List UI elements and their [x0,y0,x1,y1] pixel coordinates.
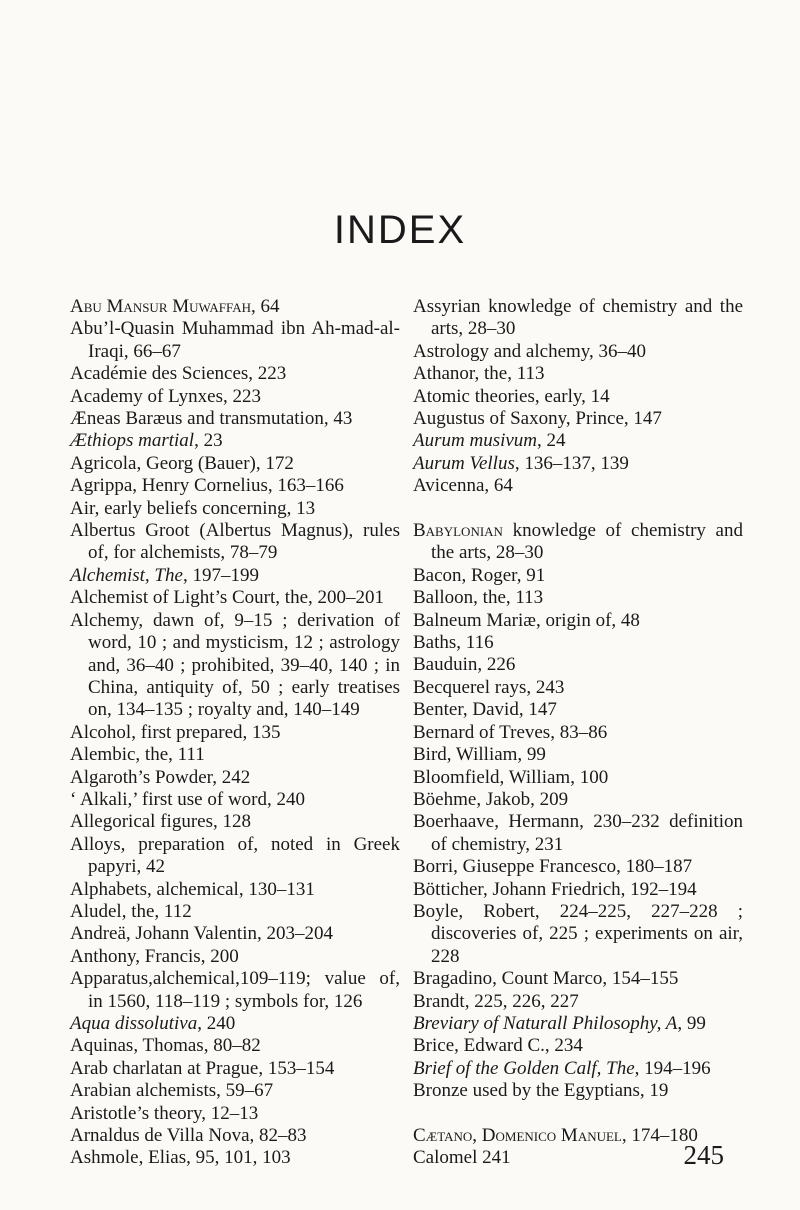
index-entry-text: , 240 [197,1013,236,1034]
index-entry [413,991,743,1013]
index-entry [70,744,400,766]
index-entry-text: Boerhaave, Hermann, 230–232 definition of chemistry, 231 [413,811,743,855]
index-entry [413,879,743,901]
index-entry-text: 64 [255,296,280,317]
index-entry-text: , 194–196 [634,1057,711,1079]
index-entry-text: ‘ Alkali,’ first use of word, 240 [70,788,305,810]
index-entry [70,1035,400,1057]
index-entry-text: knowledge of chemistry and the arts, 28–30 [431,520,743,564]
index-entry-text: Assyrian knowledge of chemistry and the arts, 28–30 [413,296,743,340]
index-entry-text: , 24 [537,430,566,452]
index-entry-title: Æthiops martial [70,430,195,452]
index-entry-text: Bauduin, 226 [413,654,516,676]
index-entry [70,879,400,901]
index-entry-text: Andreä, Johann Valentin, 203–204 [70,923,333,945]
index-entry-text: Böehme, Jakob, 209 [413,788,569,810]
index-entry [413,408,743,430]
index-entry-text: Becquerel rays, 243 [413,676,565,698]
index-entry-text: Aludel, the, 112 [70,900,192,922]
index-entry-text: Boyle, Robert, 224–225, 227–228 ; discoveries of, 225 ; experiments on air, 228 [413,900,743,967]
index-entry-title: Brief of the Golden Calf, The [413,1057,635,1079]
index-entry-title: Breviary of Naturall Philosophy, A [413,1012,678,1034]
index-entry-lead: Abu Mansur Muwaffah, [70,296,256,317]
index-entry [413,475,743,497]
index-entry-text: Bötticher, Johann Friedrich, 192–194 [413,878,697,900]
index-entry [70,318,400,363]
index-entry [413,767,743,789]
index-entry [70,520,400,565]
index-entry-title: Aurum musivum [413,430,538,452]
index-entry-text: Bird, William, 99 [413,744,546,766]
index-entry-text: Air, early beliefs concerning, 13 [70,497,316,519]
index-entry-text: Baths, 116 [413,632,494,654]
index-entry-text: Bragadino, Count Marco, 154–155 [413,968,679,990]
index-entry [70,565,400,587]
index-entry [70,834,400,879]
index-entry-text: Bernard of Treves, 83–86 [413,721,608,743]
index-entry [413,1058,743,1080]
index-entry [413,632,743,654]
index-entry-text: Calomel 241 [413,1147,511,1169]
index-entry [70,430,400,452]
index-entry [70,1103,400,1125]
index-entry-text: Albertus Groot (Albertus Magnus), rules of, for alchemists, 78–79 [70,520,400,564]
index-entry-text: Borri, Giuseppe Francesco, 180–187 [413,856,693,878]
index-entry-text: Avicenna, 64 [413,475,513,497]
index-entry [413,677,743,699]
index-entry-lead: Cætano, Domenico Manuel, [413,1125,627,1146]
index-entry [70,453,400,475]
index-entry-text: Abu’l-Quasin Muhammad ibn Ah-mad-al-Iraqi, 66–67 [70,318,400,362]
index-entry-text: Académie des Sciences, 223 [70,363,287,385]
index-entry [70,408,400,430]
index-entry-text: Astrology and alchemy, 36–40 [413,340,647,362]
index-entry [413,744,743,766]
index-entry [70,363,400,385]
index-entry-text: Apparatus,alchemical,109–119; value of, in 1560, 118–119 ; symbols for, 126 [70,968,400,1012]
index-entry [413,610,743,632]
index-entry-text: Alphabets, alchemical, 130–131 [70,878,315,900]
index-entry-text: Agrippa, Henry Cornelius, 163–166 [70,475,344,497]
index-entry-text: Æneas Baræus and transmutation, 43 [70,408,353,430]
index-entry [70,1058,400,1080]
index-entry [413,341,743,363]
index-entry [70,946,400,968]
index-entry [70,923,400,945]
index-entry-text: Arab charlatan at Prague, 153–154 [70,1057,335,1079]
index-entry-lead: Babylonian [413,520,503,542]
index-entry [70,789,400,811]
index-entry-text: Balneum Mariæ, origin of, 48 [413,609,640,631]
index-entry-text: Anthony, Francis, 200 [70,945,239,967]
index-entry [70,767,400,789]
index-entry [413,520,743,565]
index-entry [413,1035,743,1057]
index-entry [413,386,743,408]
index-entry-text: Bronze used by the Egyptians, 19 [413,1080,669,1102]
index-entry-text: , 99 [677,1012,706,1034]
index-entry-text: Bacon, Roger, 91 [413,564,546,586]
index-entry-text: Aristotle’s theory, 12–13 [70,1102,259,1124]
index-entry-text: Arnaldus de Villa Nova, 82–83 [70,1125,307,1147]
index-entry [413,901,743,968]
index-entry [70,1080,400,1102]
index-entry-text: Brice, Edward C., 234 [413,1035,583,1057]
index-entry [70,296,400,318]
index-entry [413,1013,743,1035]
index-entry [413,565,743,587]
index-entry-text: , 197–199 [182,564,259,586]
index-entry [413,430,743,452]
index-entry-text: Academy of Lynxes, 223 [70,385,262,407]
index-entry-text: Atomic theories, early, 14 [413,385,610,407]
index-entry-text: Aquinas, Thomas, 80–82 [70,1035,261,1057]
index-entry [413,654,743,676]
index-entry [413,722,743,744]
index-entry [70,722,400,744]
index-entry-text: Alchemist of Light’s Court, the, 200–201 [70,587,385,609]
index-entry-text: Bloomfield, William, 100 [413,766,609,788]
index-entry [70,587,400,609]
index-entry [413,587,743,609]
index-entry-text: Arabian alchemists, 59–67 [70,1080,274,1102]
index-entry [70,386,400,408]
page-number: 245 [683,1140,724,1170]
index-entry-text: Benter, David, 147 [413,699,557,721]
index-entry-title: Aurum Vellus [413,452,515,474]
index-entry-text: Alcohol, first prepared, 135 [70,721,281,743]
index-entry-text: , 23 [194,430,223,452]
index-entry-text: Alchemy, dawn of, 9–15 ; derivation of word, 10 ; and mysticism, 12 ; astrology and, 36–40 ; prohibited, 39–40, 140 ; in China, antiquity of, 50 ; early treatises on, 134–135 ; royalty and, 140–149 [70,609,400,721]
index-entry [70,901,400,923]
index-entry [70,475,400,497]
index-entry [70,498,400,520]
index-column-right [413,296,743,1170]
index-entry-text: Athanor, the, 113 [413,363,545,385]
index-entry-text: Alloys, preparation of, noted in Greek papyri, 42 [70,833,400,878]
index-entry [70,1013,400,1035]
index-column-left [70,296,400,1170]
index-entry-text: Brandt, 225, 226, 227 [413,990,579,1012]
index-entry [413,699,743,721]
index-entry-title: Aqua dissolutiva [70,1013,198,1034]
index-entry-text: Balloon, the, 113 [413,587,544,609]
index-entry [413,811,743,856]
index-entry-text: Algaroth’s Powder, 242 [70,766,251,788]
index-entry-text: Agricola, Georg (Bauer), 172 [70,452,294,474]
index-entry-text: 174–180 [626,1125,698,1146]
index-entry [413,453,743,475]
index-entry [413,789,743,811]
index-entry-text: Ashmole, Elias, 95, 101, 103 [70,1147,291,1169]
index-entry [413,296,743,341]
index-entry-text: Allegorical figures, 128 [70,811,251,833]
index-entry [70,968,400,1013]
index-entry [70,811,400,833]
index-entry [70,610,400,722]
index-entry-text: Augustus of Saxony, Prince, 147 [413,408,662,430]
index-entry [413,856,743,878]
index-entry [413,1080,743,1102]
index-entry [70,1125,400,1147]
index-entry [413,968,743,990]
index-entry-title: Alchemist, The [70,564,183,586]
index-entry-text: Alembic, the, 111 [70,744,205,766]
index-title: INDEX [333,208,467,252]
index-entry-text: , 136–137, 139 [514,452,629,474]
index-entry [70,1147,400,1169]
index-entry [413,363,743,385]
